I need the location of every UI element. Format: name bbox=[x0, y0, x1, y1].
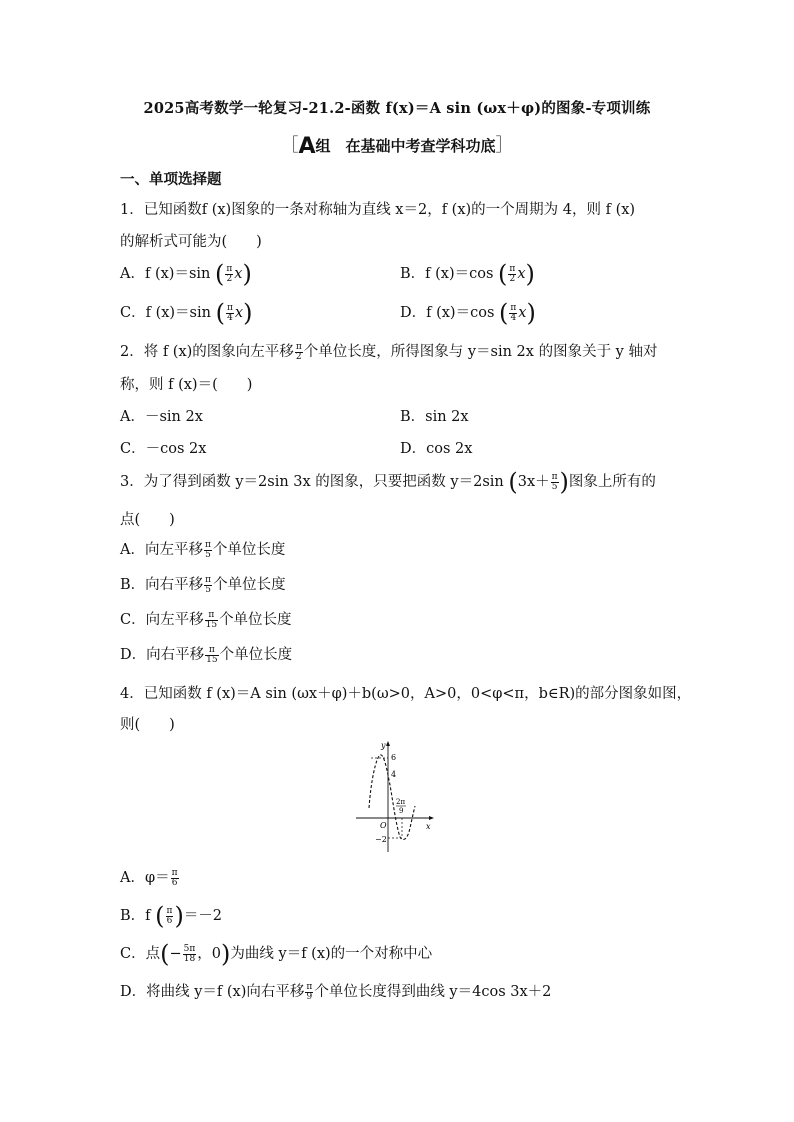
q1-option-b bbox=[400, 260, 535, 288]
q3-line1-b: 图象上所有的 bbox=[568, 474, 656, 490]
q4-stem-line1: 4．已知函数 f (x)＝A sin (ωx＋φ)＋b(ω>0，A>0，0<φ<π，b∈R)的部分图象如图， bbox=[120, 686, 692, 702]
document-title: 2025高考数学一轮复习-21.2-函数 f(x)＝A sin (ωx＋φ)的图象-专项训练 bbox=[143, 100, 651, 117]
q1-a-prefix: A．f (x)＝sin bbox=[120, 266, 211, 282]
q3-c-fraction: $\frac{\pi}{15}$ bbox=[205, 609, 218, 630]
q2-line1-a: 2．将 f (x)的图象向左平移 bbox=[120, 344, 294, 360]
left-paren: ( bbox=[155, 902, 165, 930]
banner-open-bracket: ［ bbox=[280, 135, 299, 156]
x-axis-arrow bbox=[429, 816, 434, 820]
q1-c-prefix: C．f (x)＝sin bbox=[120, 305, 211, 321]
q4-option-c: C．点(− $\frac{5\pi}{18}$ ，0)为曲线 y＝f (x)的一个对称中心 bbox=[120, 940, 433, 968]
left-paren: ( bbox=[508, 468, 518, 496]
tick-neg2: −2 bbox=[375, 835, 387, 844]
q3-stem-line2: 点( ) bbox=[120, 512, 175, 528]
q1-d-prefix: D．f (x)＝cos bbox=[400, 305, 495, 321]
q3-line1-a: 3．为了得到函数 y＝2sin 3x 的图象，只要把函数 y＝2sin bbox=[120, 474, 504, 490]
left-paren: ( bbox=[160, 940, 170, 968]
tick-2pi-den: 9 bbox=[399, 807, 404, 815]
q3-inner: 3x＋ bbox=[517, 474, 550, 490]
q2-stem-line1 bbox=[120, 340, 657, 362]
q4-function-graph bbox=[340, 740, 450, 855]
q1-option-d bbox=[400, 299, 536, 327]
section-title: 一、单项选择题 bbox=[120, 171, 222, 188]
right-paren: ) bbox=[174, 902, 184, 930]
q3-option-b: B．向右平移 $\frac{\pi}{5}$ 个单位长度 bbox=[120, 574, 286, 595]
q1-stem-line2: 的解析式可能为( ) bbox=[120, 234, 262, 250]
tick-2pi-num: 2π bbox=[396, 798, 406, 806]
q3-option-a: A．向左平移 $\frac{\pi}{5}$ 个单位长度 bbox=[120, 539, 286, 560]
q1-option-c bbox=[120, 299, 253, 327]
right-paren: ) bbox=[243, 299, 253, 327]
q4-c-fraction: $\frac{5\pi}{18}$ bbox=[183, 943, 196, 964]
origin-label: O bbox=[380, 821, 387, 830]
left-paren: ( bbox=[499, 299, 509, 327]
left-paren: ( bbox=[214, 260, 225, 288]
q4-stem-line2: 则( ) bbox=[120, 717, 175, 733]
q4-option-d: D．将曲线 y＝f (x)向右平移 $\frac{\pi}{9}$ 个单位长度得到曲线 y＝4cos 3x＋2 bbox=[120, 981, 552, 1002]
q1-b-prefix: B．f (x)＝cos bbox=[400, 266, 494, 282]
q2-stem-line2: 称，则 f (x)＝( ) bbox=[120, 377, 253, 393]
q3-option-d: D．向右平移 $\frac{\pi}{15}$ 个单位长度 bbox=[120, 644, 293, 665]
q3-d-fraction: $\frac{\pi}{15}$ bbox=[206, 644, 218, 665]
q3-stem-line1 bbox=[120, 468, 656, 496]
tick-six: 6 bbox=[391, 753, 397, 762]
right-paren: ) bbox=[559, 468, 569, 496]
q1-option-a bbox=[120, 260, 252, 288]
function-curve bbox=[369, 755, 415, 840]
q3-a-fraction: $\frac{\pi}{5}$ bbox=[204, 539, 211, 560]
left-paren: ( bbox=[215, 299, 225, 327]
q1-a-fraction: $\frac{\pi}{2}$ bbox=[226, 263, 233, 284]
q2-fraction: $\frac{\pi}{2}$ bbox=[295, 341, 302, 362]
right-paren: ) bbox=[525, 260, 535, 288]
right-paren: ) bbox=[526, 299, 536, 327]
group-banner bbox=[0, 131, 794, 157]
group-letter: A bbox=[298, 134, 316, 159]
q4-a-fraction: $\frac{\pi}{6}$ bbox=[171, 867, 178, 888]
q3-b-fraction: $\frac{\pi}{5}$ bbox=[205, 574, 212, 595]
q4-d-fraction: $\frac{\pi}{9}$ bbox=[306, 981, 313, 1002]
q1-stem-line1: 1．已知函数f (x)图象的一条对称轴为直线 x＝2，f (x)的一个周期为 4，则 f (x) bbox=[120, 202, 636, 218]
q1-c-var: x bbox=[234, 305, 244, 321]
banner-close-bracket: ］ bbox=[495, 135, 514, 156]
right-paren: ) bbox=[242, 260, 252, 288]
y-axis-arrow bbox=[386, 741, 390, 746]
y-axis-label: y bbox=[381, 741, 386, 750]
q1-b-var: x bbox=[517, 266, 526, 282]
q2-option-a: A．－sin 2x bbox=[120, 409, 203, 425]
q1-c-fraction: $\frac{\pi}{4}$ bbox=[226, 302, 233, 323]
q1-d-fraction: $\frac{\pi}{4}$ bbox=[510, 302, 517, 323]
left-paren: ( bbox=[498, 260, 508, 288]
q2-option-c: C．－cos 2x bbox=[120, 441, 207, 457]
q2-option-d: D．cos 2x bbox=[400, 441, 473, 457]
tick-four: 4 bbox=[391, 770, 397, 779]
q2-option-b: B．sin 2x bbox=[400, 409, 469, 425]
right-paren: ) bbox=[221, 940, 231, 968]
q4-option-b: B．f ( $\frac{\pi}{6}$ )＝－2 bbox=[120, 902, 223, 930]
q3-option-c: C．向左平移 $\frac{\pi}{15}$ 个单位长度 bbox=[120, 609, 292, 630]
q2-line1-b: 个单位长度，所得图象与 y＝sin 2x 的图象关于 y 轴对 bbox=[303, 344, 658, 360]
q1-a-var: x bbox=[234, 266, 243, 282]
q1-d-var: x bbox=[518, 305, 527, 321]
q4-option-a: A．φ＝ $\frac{\pi}{6}$ bbox=[120, 867, 178, 888]
q1-b-fraction: $\frac{\pi}{2}$ bbox=[509, 263, 516, 284]
q3-fraction: $\frac{\pi}{5}$ bbox=[551, 471, 558, 492]
q4-b-fraction: $\frac{\pi}{6}$ bbox=[166, 905, 173, 926]
group-banner-text: 组 在基础中考查学科功底 bbox=[315, 137, 496, 155]
x-axis-label: x bbox=[426, 822, 431, 831]
